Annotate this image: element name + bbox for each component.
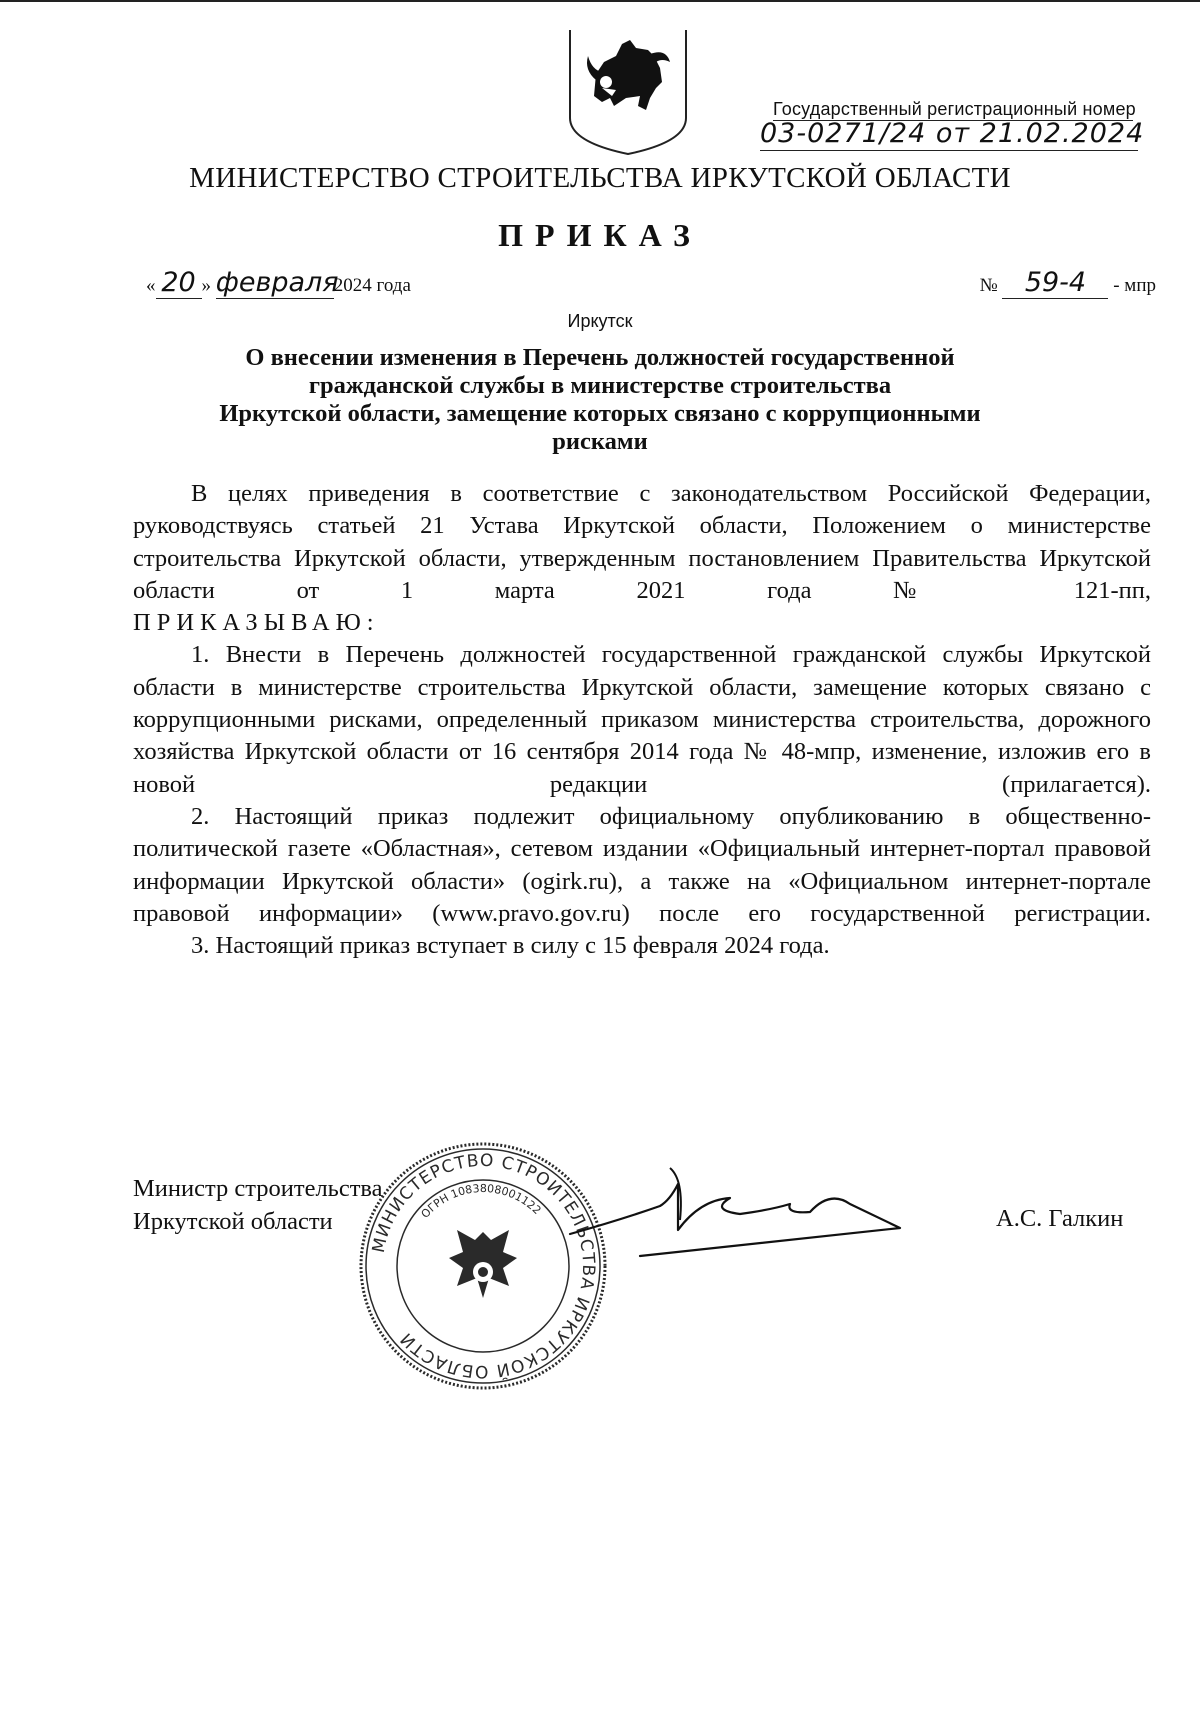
title-line: гражданской службы в министерстве строительства [308,372,892,399]
number-suffix: - мпр [1113,275,1156,296]
signatory-position-line: Министр строительства [133,1175,383,1202]
date-year: 2024 года [333,275,411,296]
document-title [140,344,1060,456]
document-date [146,268,411,299]
title-line: рисками [552,428,648,455]
stamp-ring-text: МИНИСТЕРСТВО СТРОИТЕЛЬСТВА ИРКУТСКОЙ ОБЛАСТИ [368,1150,599,1382]
preamble-paragraph: В целях приведения в соответствие с законодательством Российской Федерации, руководствуясь статьей 21 Устава Иркутской области, Положением о министерстве строительства Иркутской области, утвержденным постановлением Правительства Иркутской области от 1 марта 2021 года № 121-пп, [133,480,1151,604]
svg-text:ОГРН 1083808001122 [419,1182,544,1221]
signatory-position [133,1172,383,1238]
coat-of-arms-icon [566,26,690,156]
title-line: Иркутской области, замещение которых связано с коррупционными [219,400,981,427]
registration-label: Государственный регистрационный номер [773,99,1136,119]
handwritten-signature-icon [560,1160,920,1280]
city: Иркутск [567,311,633,331]
item-1-paragraph: 1. Внести в Перечень должностей государственной гражданской службы Иркутской области в министерстве строительства Иркутской области, замещение которых связано с коррупционными рисками, определенный приказом министерства строительства, дорожного хозяйства Иркутской области от 16 сентября 2014 года № 48-мпр, изменение, изложив его в новой редакции (прилагается). [133,641,1151,798]
signatory-position-line: Иркутской области [133,1208,333,1235]
title-line: О внесении изменения в Перечень должностей государственной [245,344,955,371]
signatory-name: А.С. Галкин [996,1205,1124,1232]
date-month: февраля [215,267,339,298]
number-sign: № [979,275,998,296]
document-number [980,268,1156,299]
document-body [133,478,1151,962]
date-close-quote: » [201,275,211,296]
order-word: ПРИКАЗЫВАЮ: [133,609,380,637]
page-top-border [0,0,1200,2]
date-day: 20 [156,268,202,299]
item-2-paragraph: 2. Настоящий приказ подлежит официальному опубликованию в общественно-политической газете «Областная», сетевом издании «Официальный интернет-портал правовой информации Иркутской области» (ogirk.ru), а также на «Официальном интернет-портале правовой информации» (www.pravo.gov.ru) после его государственной регистрации. [133,802,1151,927]
date-number-row [146,268,1156,304]
stamp-ogrn-text: ОГРН 1083808001122 [418,1181,544,1221]
item-3-paragraph: 3. Настоящий приказ вступает в силу с 15 февраля 2024 года. [191,932,830,960]
document-type-title: ПРИКАЗ [498,217,702,253]
registration-number: 03-0271/24 от 21.02.2024 [760,118,1145,149]
date-open-quote: « [146,275,156,296]
number-value: 59-4 [1002,268,1108,299]
ministry-name: МИНИСТЕРСТВО СТРОИТЕЛЬСТВА ИРКУТСКОЙ ОБЛАСТИ [189,162,1011,194]
